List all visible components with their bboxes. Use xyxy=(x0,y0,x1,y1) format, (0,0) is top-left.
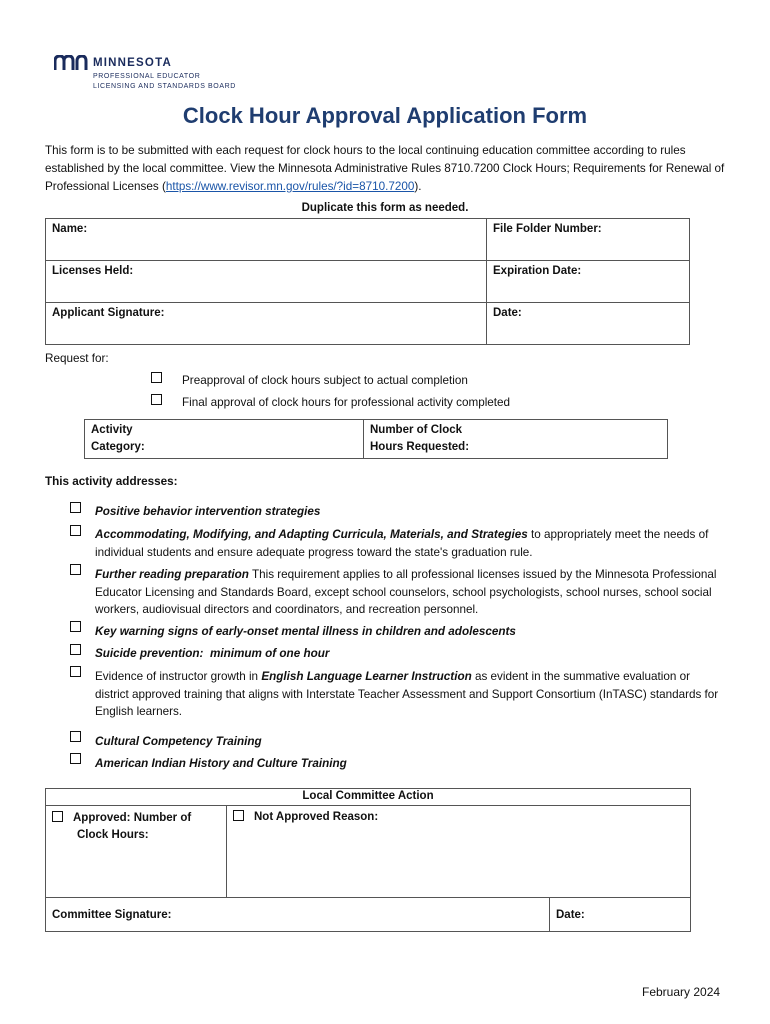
address-item xyxy=(95,566,725,619)
committee-header xyxy=(46,789,691,806)
intro-end: ). xyxy=(414,180,422,193)
reading-checkbox[interactable] xyxy=(70,564,81,575)
cultural-competency-checkbox[interactable] xyxy=(70,731,81,742)
hours-requested-field[interactable] xyxy=(364,420,668,459)
logo-subtitle-2: LICENSING AND STANDARDS BOARD xyxy=(93,83,236,90)
approved-label-1: Approved: Number of xyxy=(73,812,192,824)
american-indian-checkbox[interactable] xyxy=(70,753,81,764)
item-text: Evidence of instructor growth in xyxy=(95,670,262,683)
preapproval-option: Preapproval of clock hours subject to actual completion xyxy=(182,374,468,387)
address-item xyxy=(95,645,725,663)
not-approved-label: Not Approved Reason: xyxy=(254,811,379,823)
applicant-date-label: Date: xyxy=(493,307,522,319)
name-field[interactable] xyxy=(46,219,487,261)
logo-subtitle-1: PROFESSIONAL EDUCATOR xyxy=(93,73,201,80)
item-title: Suicide prevention: minimum of one hour xyxy=(95,647,330,660)
mental-illness-checkbox[interactable] xyxy=(70,621,81,632)
activity-label-2: Category: xyxy=(91,441,145,453)
item-title: English Language Learner Instruction xyxy=(261,670,472,683)
mn-logo-icon xyxy=(54,55,88,71)
committee-date-label: Date: xyxy=(556,908,585,921)
approved-cell xyxy=(46,806,227,898)
hours-label-2: Hours Requested: xyxy=(370,441,470,453)
address-item xyxy=(95,503,725,521)
item-title: American Indian History and Culture Training xyxy=(95,757,347,770)
committee-header-text: Local Committee Action xyxy=(302,790,434,802)
activity-label-1: Activity xyxy=(91,424,133,436)
item-text: as evident in the summative evaluation or district approved training that aligns with Interstate Teacher Assessment and Support Consortium (InTASC) standards for English learners. xyxy=(95,670,719,718)
activity-table xyxy=(84,419,668,459)
duplicate-note: Duplicate this form as needed. xyxy=(301,202,469,214)
committee-signature-field[interactable] xyxy=(46,898,550,932)
licenses-label: Licenses Held: xyxy=(52,265,134,277)
approved-checkbox[interactable] xyxy=(52,811,63,822)
approved-label-2: Clock Hours: xyxy=(77,829,149,841)
not-approved-checkbox[interactable] xyxy=(233,810,244,821)
item-title: Accommodating, Modifying, and Adapting Curricula, Materials, and Strategies xyxy=(95,528,528,541)
suicide-prevention-checkbox[interactable] xyxy=(70,644,81,655)
curricula-checkbox[interactable] xyxy=(70,525,81,536)
item-title: Further reading preparation xyxy=(95,568,249,581)
request-for-label: Request for: xyxy=(45,352,109,365)
pbis-checkbox[interactable] xyxy=(70,502,81,513)
intro-paragraph xyxy=(45,142,735,196)
address-item xyxy=(95,526,725,561)
address-item xyxy=(95,668,725,721)
file-folder-field[interactable] xyxy=(487,219,690,261)
not-approved-cell xyxy=(227,806,691,898)
final-approval-checkbox[interactable] xyxy=(151,394,162,405)
applicant-table xyxy=(45,218,690,345)
activity-category-field[interactable] xyxy=(85,420,364,459)
address-item xyxy=(95,733,725,751)
ell-checkbox[interactable] xyxy=(70,666,81,677)
footer-date: February 2024 xyxy=(642,985,721,999)
applicant-date-field[interactable] xyxy=(487,303,690,345)
expiration-field[interactable] xyxy=(487,261,690,303)
item-text: This requirement applies to all professional licenses issued by the Minnesota Professional Educator Licensing and Standards Board, except school counselors, school psychologists, school nurses, school social workers, audiovisual directors and coordinators, and recreation personnel. xyxy=(95,568,717,616)
committee-date-field[interactable] xyxy=(550,898,691,932)
applicant-signature-field[interactable] xyxy=(46,303,487,345)
committee-table xyxy=(45,788,691,932)
final-approval-option: Final approval of clock hours for professional activity completed xyxy=(182,396,511,409)
committee-signature-label: Committee Signature: xyxy=(52,908,172,921)
item-title: Positive behavior intervention strategies xyxy=(95,505,321,518)
item-title: Key warning signs of early-onset mental illness in children and adolescents xyxy=(95,625,516,638)
addresses-heading: This activity addresses: xyxy=(45,475,178,488)
revisor-link[interactable]: https://www.revisor.mn.gov/rules/?id=8710.7200 xyxy=(165,180,415,193)
item-text: to appropriately meet the needs of individual students and ensure adequate progress toward the state's graduation rule. xyxy=(95,528,709,559)
logo-name: MINNESOTA xyxy=(93,57,172,69)
expiration-label: Expiration Date: xyxy=(493,265,582,277)
licenses-field[interactable] xyxy=(46,261,487,303)
address-item xyxy=(95,623,725,641)
intro-text: This form is to be submitted with each request for clock hours to the local continuing education committee according to rules established by the local committee. View the Minnesota Administrative Rules 8710.7200 Clock Hours; Requirements for Renewal of Professional Licenses ( xyxy=(45,144,725,193)
item-title: Cultural Competency Training xyxy=(95,735,262,748)
address-item xyxy=(95,755,725,773)
preapproval-checkbox[interactable] xyxy=(151,372,162,383)
page-title: Clock Hour Approval Application Form xyxy=(182,103,588,128)
name-label: Name: xyxy=(52,223,88,235)
file-folder-label: File Folder Number: xyxy=(493,223,602,235)
hours-label-1: Number of Clock xyxy=(370,424,463,436)
applicant-signature-label: Applicant Signature: xyxy=(52,307,165,319)
